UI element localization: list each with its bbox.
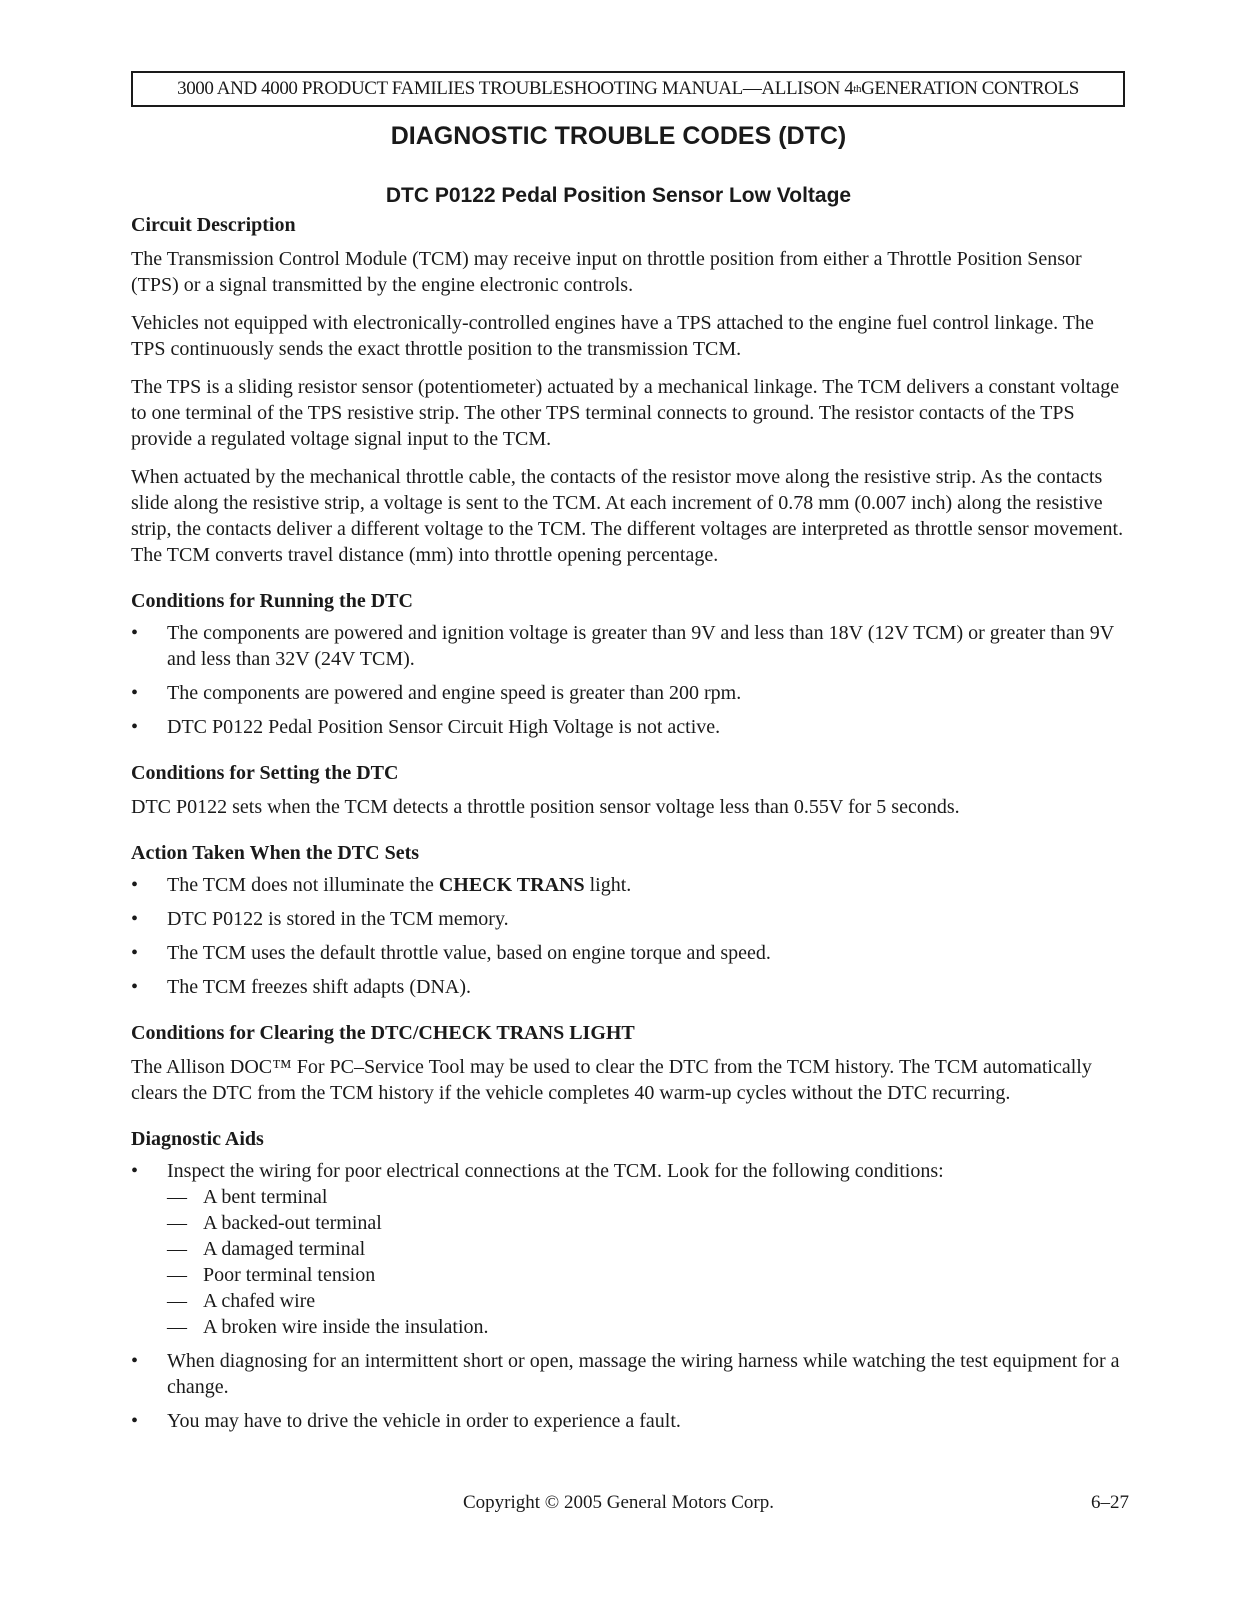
page-title: DIAGNOSTIC TROUBLE CODES (DTC) [390, 122, 847, 150]
running-list [131, 620, 1127, 740]
circuit-heading: Circuit Description [131, 214, 296, 236]
list-item-text: The components are powered and engine speed is greater than 200 rpm. [167, 682, 742, 704]
dash-icon: — [167, 1316, 187, 1338]
sublist-item [167, 1314, 1127, 1340]
dash-icon: — [167, 1212, 187, 1234]
list-item [131, 906, 1127, 932]
sublist-item-text: A damaged terminal [203, 1238, 366, 1260]
list-item [131, 1158, 1127, 1340]
page-number: 6–27 [1091, 1492, 1129, 1513]
footer-copyright: Copyright © 2005 General Motors Corp. [462, 1492, 774, 1513]
circuit-paragraph-1: The Transmission Control Module (TCM) may receive input on throttle position from either a Throttle Position Sensor (TPS) or a signal transmitted by the engine electronic controls. [131, 248, 1082, 296]
sublist-item [167, 1184, 1127, 1210]
list-item-text: The components are powered and ignition voltage is greater than 9V and less than 18V (12V TCM) or greater than 9V and less than 32V (24V TCM). [167, 622, 1114, 670]
sublist-item-text: A backed-out terminal [203, 1212, 382, 1234]
action-list [131, 872, 1127, 1000]
circuit-paragraph-2: Vehicles not equipped with electronically-controlled engines have a TPS attached to the engine fuel control linkage. The TPS continuously sends the exact throttle position to the transmission TCM. [131, 312, 1094, 360]
list-item-text: When diagnosing for an intermittent short or open, massage the wiring harness while watching the test equipment for a change. [167, 1350, 1120, 1398]
header-prefix: 3000 AND 4000 PRODUCT FAMILIES TROUBLESHOOTING MANUAL—ALLISON 4 [177, 78, 854, 99]
action-heading: Action Taken When the DTC Sets [131, 842, 420, 864]
list-item-text: The TCM uses the default throttle value, based on engine torque and speed. [167, 942, 771, 964]
setting-text: DTC P0122 sets when the TCM detects a throttle position sensor voltage less than 0.55V for 5 seconds. [131, 796, 960, 818]
list-item [131, 872, 1127, 898]
bullet-icon: • [131, 682, 139, 704]
dash-icon: — [167, 1238, 187, 1260]
header-sup: th [853, 83, 862, 95]
list-item-text: DTC P0122 is stored in the TCM memory. [167, 908, 509, 930]
bullet-icon: • [131, 976, 139, 998]
page-subtitle: DTC P0122 Pedal Position Sensor Low Voltage [385, 184, 852, 207]
aids-heading: Diagnostic Aids [131, 1128, 264, 1150]
bullet-icon: • [131, 716, 139, 738]
sublist-item [167, 1236, 1127, 1262]
bullet-icon: • [131, 908, 139, 930]
sublist-item-text: Poor terminal tension [203, 1264, 376, 1286]
bullet-icon: • [131, 1350, 139, 1372]
setting-heading: Conditions for Setting the DTC [131, 762, 399, 784]
list-item-text: DTC P0122 Pedal Position Sensor Circuit High Voltage is not active. [167, 716, 721, 738]
bullet-icon: • [131, 942, 139, 964]
circuit-paragraph-4: When actuated by the mechanical throttle cable, the contacts of the resistor move along the resistive strip. As the contacts slide along the resistive strip, a voltage is sent to the TCM. At each increment of 0.78 mm (0.007 inch) along the resistive strip, the contacts deliver a different voltage to the TCM. The different voltages are interpreted as throttle sensor movement. The TCM converts travel distance (mm) into throttle opening percentage. [131, 466, 1124, 566]
sublist-item-text: A bent terminal [203, 1186, 328, 1208]
dash-icon: — [167, 1290, 187, 1312]
bullet-icon: • [131, 622, 139, 644]
list-item [131, 680, 1127, 706]
running-header [131, 71, 1125, 107]
sublist-item [167, 1288, 1127, 1314]
bullet-icon: • [131, 1410, 139, 1432]
running-heading: Conditions for Running the DTC [131, 590, 413, 612]
list-item-text: The TCM freezes shift adapts (DNA). [167, 976, 471, 998]
circuit-paragraph-3: The TPS is a sliding resistor sensor (potentiometer) actuated by a mechanical linkage. The TCM delivers a constant voltage to one terminal of the TPS resistive strip. The other TPS terminal connects to ground. The resistor contacts of the TPS provide a regulated voltage signal input to the TCM. [131, 376, 1120, 450]
dash-icon: — [167, 1186, 187, 1208]
list-item-text: You may have to drive the vehicle in order to experience a fault. [167, 1410, 681, 1432]
dash-icon: — [167, 1264, 187, 1286]
aids-sublist [167, 1184, 1127, 1340]
list-item [131, 1408, 1127, 1434]
sublist-item-text: A chafed wire [203, 1290, 316, 1312]
list-item [131, 974, 1127, 1000]
sublist-item-text: A broken wire inside the insulation. [203, 1316, 489, 1338]
list-item [131, 620, 1127, 672]
header-suffix: GENERATION CONTROLS [861, 78, 1079, 99]
sublist-item [167, 1210, 1127, 1236]
list-item [131, 940, 1127, 966]
clearing-heading: Conditions for Clearing the DTC/CHECK TRANS LIGHT [131, 1022, 635, 1044]
bullet-icon: • [131, 1160, 139, 1182]
sublist-item [167, 1262, 1127, 1288]
list-item-text: Inspect the wiring for poor electrical connections at the TCM. Look for the following conditions: [167, 1160, 944, 1182]
bullet-icon: • [131, 874, 139, 896]
list-item [131, 1348, 1127, 1400]
list-item-text-post: light. [584, 874, 632, 896]
list-item-text-pre: The TCM does not illuminate the [167, 874, 439, 896]
check-trans-label: CHECK TRANS [438, 874, 585, 896]
clearing-text: The Allison DOC™ For PC–Service Tool may be used to clear the DTC from the TCM history. The TCM automatically clears the DTC from the TCM history if the vehicle completes 40 warm-up cycles without the DTC recurring. [131, 1056, 1092, 1104]
document-body [131, 212, 1127, 1434]
aids-list [131, 1158, 1127, 1434]
list-item [131, 714, 1127, 740]
